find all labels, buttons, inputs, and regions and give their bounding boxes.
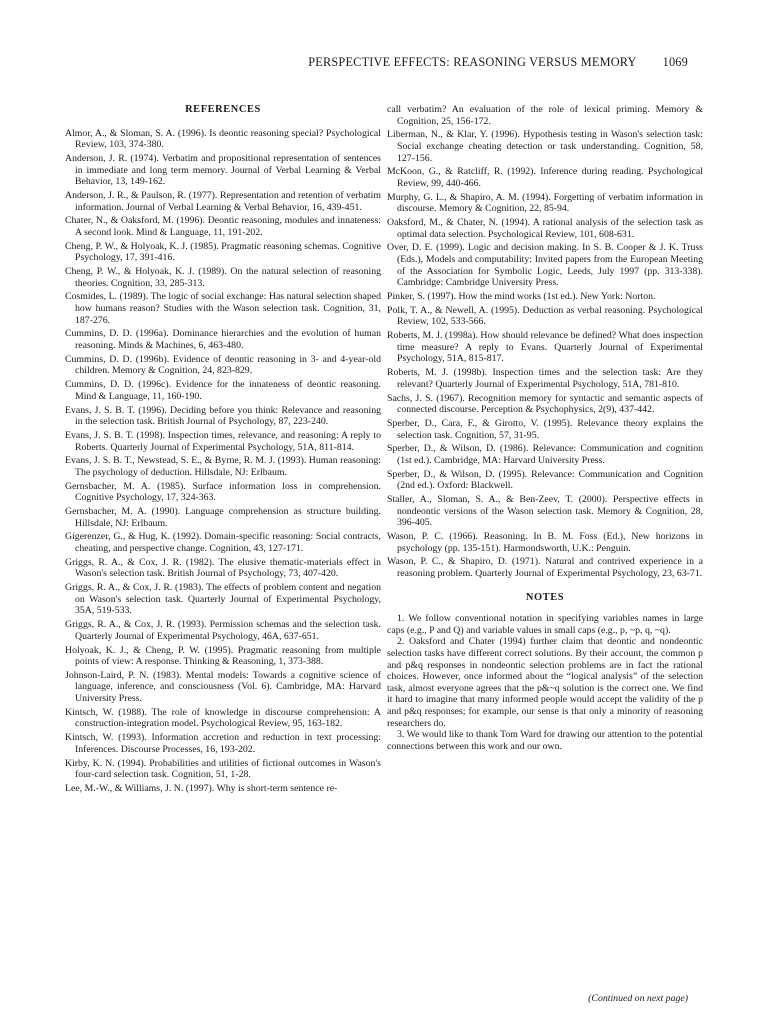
reference-entry: Anderson, J. R., & Paulson, R. (1977). Representation and retention of verbatim information. Journal of Verbal Learning & Verbal Behavior, 16, 439-451. <box>65 189 381 213</box>
reference-entry: Cummins, D. D. (1996a). Dominance hierarchies and the evolution of human reasoning. Minds & Machines, 6, 463-480. <box>65 328 381 351</box>
reference-entry: Roberts, M. J. (1998a). How should relevance be defined? What does inspection time measure? A reply to Evans. Quarterly Journal of Experimental Psychology, 51A, 815-817. <box>387 330 703 365</box>
reference-entry: call verbatim? An evaluation of the role of lexical priming. Memory & Cognition, 25, 156-172. <box>387 104 703 127</box>
references-heading: REFERENCES <box>185 104 261 115</box>
reference-entry: Sachs, J. S. (1967). Recognition memory for syntactic and semantic aspects of connected discourse. Perception & Psychophysics, 2(9), 437-442. <box>387 392 703 416</box>
reference-entry: McKoon, G., & Ratcliff, R. (1992). Inference during reading. Psychological Review, 99, 440-466. <box>387 166 703 189</box>
running-head <box>208 55 688 70</box>
reference-entry: Sperber, D., & Wilson, D. (1986). Relevance: Communication and cognition (1st ed.). Cambridge, MA: Harvard University Press. <box>387 443 703 466</box>
reference-entry: Over, D. E. (1999). Logic and decision making. In S. B. Cooper & J. K. Truss (Eds.), Models and computability: Invited papers from the European Meeting of the Association for Symbolic Logic, Leeds, July 1997 (pp. 313-338). Cambridge: Cambridge University Press. <box>387 242 703 289</box>
reference-entry: Cheng, P. W., & Holyoak, K. J. (1985). Pragmatic reasoning schemas. Cognitive Psychology, 17, 391-416. <box>65 240 381 264</box>
reference-entry: Johnson-Laird, P. N. (1983). Mental models: Towards a cognitive science of language, inference, and consciousness (Vol. 6). Cambridge, MA: Harvard University Press. <box>65 669 381 705</box>
reference-entry: Cheng, P. W., & Holyoak, K. J. (1989). On the natural selection of reasoning theories. Cognition, 33, 285-313. <box>65 266 381 289</box>
reference-entry: Cosmides, L. (1989). The logic of social exchange: Has natural selection shaped how humans reason? Studies with the Wason selection task. Cognition, 31, 187-276. <box>65 291 381 326</box>
reference-entry: Sperber, D., & Wilson, D. (1995). Relevance: Communication and Cognition (2nd ed.). Oxford: Blackwell. <box>387 468 703 492</box>
reference-entry: Holyoak, K. J., & Cheng, P. W. (1995). Pragmatic reasoning from multiple points of view: A response. Thinking & Reasoning, 1, 373-388. <box>65 644 381 668</box>
reference-entry: Gernsbacher, M. A. (1990). Language comprehension as structure building. Hillsdale, NJ: Erlbaum. <box>65 506 381 529</box>
reference-entry: Wason, P. C. (1966). Reasoning. In B. M. Foss (Ed.), New horizons in psychology (pp. 135-151). Harmondsworth, U.K.: Penguin. <box>387 531 703 554</box>
left-column <box>65 104 381 797</box>
reference-entry: Evans, J. S. B. T. (1996). Deciding before you think: Relevance and reasoning in the selection task. British Journal of Psychology, 87, 223-240. <box>65 404 381 428</box>
note-item: 2. Oaksford and Chater (1994) further claim that deontic and nondeontic selection tasks have different correct solutions. By their account, the common p and p&q responses in nondeontic selection problems are in fact the rational choices. However, once informed about the “logical analysis” of the selection task, almost everyone agrees that the p&~q solution is the correct one. We find it hard to imagine that many informed people would accept the validity of the p and p&q responses; for example, our sense is that only a minority of reasoning researchers do. <box>387 636 703 729</box>
reference-entry: Liberman, N., & Klar, Y. (1996). Hypothesis testing in Wason's selection task: Social exchange cheating detection or task understanding. Cognition, 58, 127-156. <box>387 129 703 164</box>
reference-entry: Murphy, G. L., & Shapiro, A. M. (1994). Forgetting of verbatim information in discourse. Memory & Cognition, 22, 85-94. <box>387 191 703 215</box>
page-number: 1069 <box>662 55 688 69</box>
running-title: PERSPECTIVE EFFECTS: REASONING VERSUS MEMORY <box>308 55 637 69</box>
reference-entry: Cummins, D. D. (1996b). Evidence of deontic reasoning in 3- and 4-year-old children. Memory & Cognition, 24, 823-829. <box>65 353 381 377</box>
reference-entry: Gernsbacher, M. A. (1985). Surface information loss in comprehension. Cognitive Psychology, 17, 324-363. <box>65 480 381 504</box>
reference-entry: Evans, J. S. B. T., Newstead, S. E., & Byrne, R. M. J. (1993). Human reasoning: The psychology of deduction. Hillsdale, NJ: Erlbaum. <box>65 455 381 478</box>
reference-entry: Oaksford, M., & Chater, N. (1994). A rational analysis of the selection task as optimal data selection. Psychological Review, 101, 608-631. <box>387 217 703 240</box>
reference-entry: Evans, J. S. B. T. (1998). Inspection times, relevance, and reasoning: A reply to Roberts. Quarterly Journal of Experimental Psychology, 51A, 811-814. <box>65 429 381 453</box>
reference-entry: Staller, A., Sloman, S. A., & Ben-Zeev, T. (2000). Perspective effects in nondeontic versions of the Wason selection task. Memory & Cognition, 28, 396-405. <box>387 494 703 529</box>
reference-entry: Gigerenzer, G., & Hug, K. (1992). Domain-specific reasoning: Social contracts, cheating, and perspective change. Cognition, 43, 127-171. <box>65 531 381 554</box>
reference-entry: Pinker, S. (1997). How the mind works (1st ed.). New York: Norton. <box>387 291 656 303</box>
notes-heading: NOTES <box>525 591 565 603</box>
reference-entry: Kintsch, W. (1993). Information accretion and reduction in text processing: Inferences. Discourse Processes, 16, 193-202. <box>65 732 381 755</box>
reference-entry: Sperber, D., Cara, F., & Girotto, V. (1995). Relevance theory explains the selection task. Cognition, 57, 31-95. <box>387 417 703 441</box>
reference-entry: Wason, P. C., & Shapiro, D. (1971). Natural and contrived experience in a reasoning problem. Quarterly Journal of Experimental Psychology, 23, 63-71. <box>387 556 703 579</box>
reference-entry: Chater, N., & Oaksford, M. (1996). Deontic reasoning, modules and innateness: A second look. Mind & Language, 11, 191-202. <box>65 215 381 238</box>
reference-entry: Griggs, R. A., & Cox, J. R. (1993). Permission schemas and the selection task. Quarterly Journal of Experimental Psychology, 46A, 637-651. <box>65 619 381 642</box>
reference-entry: Griggs, R. A., & Cox, J. R. (1982). The elusive thematic-materials effect in Wason's selection task. British Journal of Psychology, 73, 407-420. <box>65 556 381 580</box>
reference-entry: Polk, T. A., & Newell, A. (1995). Deduction as verbal reasoning. Psychological Review, 102, 533-566. <box>387 304 703 328</box>
reference-entry: Anderson, J. R. (1974). Verbatim and propositional representation of sentences in immediate and long term memory. Journal of Verbal Learning & Verbal Behavior, 13, 149-162. <box>65 152 381 188</box>
references-list-right <box>387 104 703 580</box>
note-item: 3. We would like to thank Tom Ward for drawing our attention to the potential connections between this work and our own. <box>387 729 704 752</box>
note-item: 1. We follow conventional notation in specifying variables names in large caps (e.g., P and Q) and variable values in small caps (e.g., p, ~p, q, ~q). <box>387 613 703 636</box>
references-list-left <box>65 128 381 795</box>
reference-entry: Cummins, D. D. (1996c). Evidence for the innateness of deontic reasoning. Mind & Language, 11, 160-190. <box>65 379 381 402</box>
reference-entry: Lee, M.-W., & Williams, J. N. (1997). Why is short-term sentence re- <box>65 782 338 794</box>
notes-list <box>387 613 703 752</box>
reference-entry: Almor, A., & Sloman, S. A. (1996). Is deontic reasoning special? Psychological Review, 103, 374-380. <box>65 127 381 151</box>
reference-entry: Griggs, R. A., & Cox, J. R. (1983). The effects of problem content and negation on Wason's selection task. Quarterly Journal of Experimental Psychology, 35A, 519-533. <box>65 582 381 617</box>
reference-entry: Kirby, K. N. (1994). Probabilities and utilities of fictional outcomes in Wason's four-card selection task. Cognition, 51, 1-28. <box>65 757 381 781</box>
reference-entry: Roberts, M. J. (1998b). Inspection times and the selection task: Are they relevant? Quarterly Journal of Experimental Psychology, 51A, 781-810. <box>387 367 703 390</box>
continued-note: (Continued on next page) <box>588 993 688 1004</box>
right-column <box>387 104 703 752</box>
reference-entry: Kintsch, W. (1988). The role of knowledge in discourse comprehension: A construction-integration model. Psychological Review, 95, 163-182. <box>65 706 381 730</box>
